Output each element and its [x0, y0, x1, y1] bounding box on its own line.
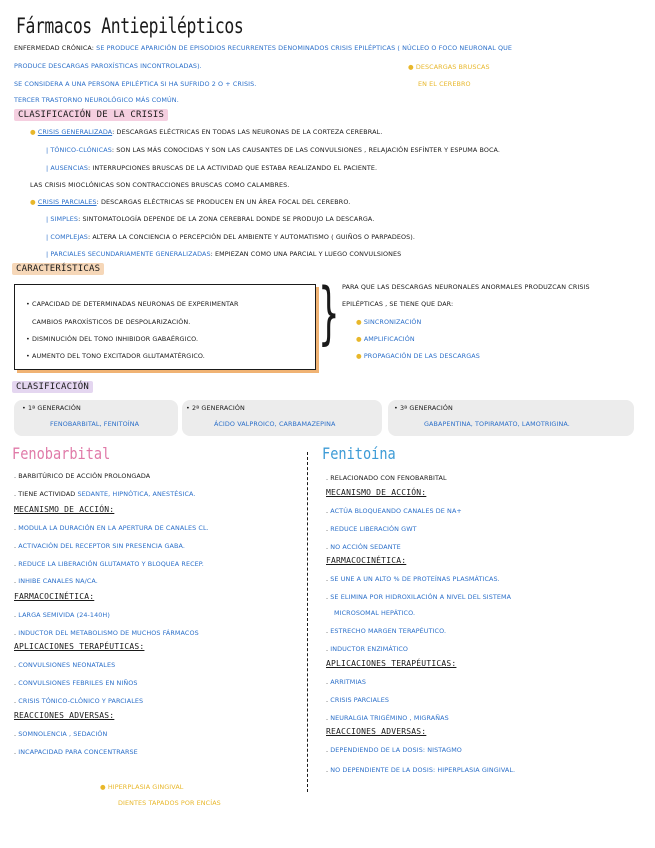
feno-mech-2: . ACTIVACIÓN DEL RECEPTOR SIN PRESENCIA GABA.	[14, 542, 185, 550]
feni-mech-heading: MECANISMO DE ACCIÓN:	[326, 488, 427, 497]
gen1-label: • 1ª GENERACIÓN	[22, 404, 81, 412]
feno-mech-4: . INHIBE CANALES NA/CA.	[14, 577, 98, 585]
intro-line-2: PRODUCE DESCARGAS PAROXÍSTICAS INCONTROLADAS).	[14, 62, 202, 70]
feno-app-3: . CRISIS TÓNICO-CLÓNICO Y PARCIALES	[14, 697, 144, 705]
char-right-intro-2: EPILÉPTICAS , SE TIENE QUE DAR:	[342, 300, 454, 308]
fenitoina-heading: Fenitoína	[322, 444, 396, 463]
feni-l1: . RELACIONADO CON FENOBARBITAL	[326, 474, 447, 482]
feno-note-2: DIENTES TAPADOS POR ENCÍAS	[118, 799, 221, 807]
char-right-item-1: ● SINCRONIZACIÓN	[356, 318, 422, 326]
feno-l2: . TIENE ACTIVIDAD SEDANTE, HIPNÓTICA, ANESTÉSICA.	[14, 490, 196, 498]
crisis-partial: ● CRISIS PARCIALES: DESCARGAS ELÉCTRICAS SE PRODUCEN EN UN ÁREA FOCAL DEL CEREBRO.	[30, 198, 351, 206]
classification-heading: CLASIFICACIÓN	[12, 382, 93, 392]
crisis-complex: | COMPLEJAS: ALTERA LA CONCIENCIA O PERCEPCIÓN DEL AMBIENTE Y AUTOMATISMO ( GUIÑOS O PARPADEOS).	[46, 233, 415, 241]
char-item-3: • AUMENTO DEL TONO EXCITADOR GLUTAMATÉRGICO.	[26, 352, 205, 360]
feni-app-3: . NEURALGIA TRIGÉMINO , MIGRAÑAS	[326, 714, 449, 722]
intro-line-1	[14, 44, 512, 52]
feno-pk-1: . LARGA SEMIVIDA (24-140H)	[14, 611, 110, 619]
gen3-label: • 3ª GENERACIÓN	[394, 404, 453, 412]
feno-adv-2: . INCAPACIDAD PARA CONCENTRARSE	[14, 748, 138, 756]
feni-adv-1: . DEPENDIENDO DE LA DOSIS: NISTAGMO	[326, 746, 462, 754]
feno-app-heading: APLICACIONES TERAPÉUTICAS:	[14, 642, 145, 651]
crisis-myoclonic: LAS CRISIS MIOCLÓNICAS SON CONTRACCIONES BRUSCAS COMO CALAMBRES.	[30, 181, 290, 189]
column-divider	[307, 452, 308, 792]
intro-text-1: SE PRODUCE APARICIÓN DE EPISODIOS RECURRENTES DENOMINADOS CRISIS EPILÉPTICAS ( NÚCLEO O FOCO NEURONAL QUE	[96, 44, 513, 52]
intro-line-4: TERCER TRASTORNO NEUROLÓGICO MÁS COMÚN.	[14, 96, 179, 104]
feno-pk-2: . INDUCTOR DEL METABOLISMO DE MUCHOS FÁRMACOS	[14, 629, 199, 637]
intro-note-1: ● DESCARGAS BRUSCAS	[408, 63, 490, 71]
feni-adv-2: . NO DEPENDIENTE DE LA DOSIS: HIPERPLASIA GINGIVAL.	[326, 766, 516, 774]
feno-mech-heading: MECANISMO DE ACCIÓN:	[14, 505, 115, 514]
crisis-generalized: ● CRISIS GENERALIZADA: DESCARGAS ELÉCTRICAS EN TODAS LAS NEURONAS DE LA CORTEZA CEREBRAL.	[30, 128, 383, 136]
feni-pk-1: . SE UNE A UN ALTO % DE PROTEÍNAS PLASMÁTICAS.	[326, 575, 500, 583]
intro-label: ENFERMEDAD CRÓNICA:	[14, 44, 95, 52]
gen2-items: ÁCIDO VALPROICO, CARBAMAZEPINA	[214, 420, 336, 428]
feni-mech-1: . ACTÚA BLOQUEANDO CANALES DE NA+	[326, 507, 462, 515]
crisis-heading: CLASIFICACIÓN DE LA CRISIS	[14, 110, 168, 120]
feni-mech-2: . REDUCE LIBERACIÓN GWT	[326, 525, 417, 533]
crisis-simple: | SIMPLES: SINTOMATOLOGÍA DEPENDE DE LA ZONA CEREBRAL DONDE SE PRODUJO LA DESCARGA.	[46, 215, 375, 223]
feni-app-heading: APLICACIONES TERAPÉUTICAS:	[326, 659, 457, 668]
feno-adv-1: . SOMNOLENCIA , SEDACIÓN	[14, 730, 108, 738]
feno-adv-heading: REACCIONES ADVERSAS:	[14, 711, 115, 720]
feni-adv-heading: REACCIONES ADVERSAS:	[326, 727, 427, 736]
feni-pk-2: . SE ELIMINA POR HIDROXILACIÓN A NIVEL DEL SISTEMA	[326, 593, 512, 601]
feni-pk-4: . INDUCTOR ENZIMÁTICO	[326, 645, 409, 653]
feno-mech-3: . REDUCE LA LIBERACIÓN GLUTAMATO Y BLOQUEA RECEP.	[14, 560, 204, 568]
gen3-items: GABAPENTINA, TOPIRAMATO, LAMOTRIGINA.	[424, 420, 570, 428]
fenobarbital-heading: Fenobarbital	[12, 444, 111, 463]
page-title: Fármacos Antiepilépticos	[16, 14, 244, 38]
characteristics-heading: CARACTERÍSTICAS	[12, 264, 104, 274]
crisis-absence: | AUSENCIAS: INTERRUPCIONES BRUSCAS DE LA ACTIVIDAD QUE ESTABA REALIZANDO EL PACIENTE.	[46, 164, 378, 172]
char-item-2: • DISMINUCIÓN DEL TONO INHIBIDOR GABAÉRGICO.	[26, 335, 199, 343]
char-item-1: • CAPACIDAD DE DETERMINADAS NEURONAS DE EXPERIMENTAR	[26, 300, 239, 308]
feno-mech-1: . MODULA LA DURACIÓN EN LA APERTURA DE CANALES CL.	[14, 524, 209, 532]
feno-pk-heading: FARMACOCINÉTICA:	[14, 592, 95, 601]
gen1-items: FENOBARBITAL, FENITOÍNA	[50, 420, 140, 428]
feni-pk-heading: FARMACOCINÉTICA:	[326, 556, 407, 565]
char-item-1b: CAMBIOS PAROXÍSTICOS DE DESPOLARIZACIÓN.	[32, 318, 191, 326]
char-right-item-3: ● PROPAGACIÓN DE LAS DESCARGAS	[356, 352, 480, 360]
intro-note-2: EN EL CEREBRO	[418, 80, 471, 88]
feni-pk-3: . ESTRECHO MARGEN TERAPÉUTICO.	[326, 627, 447, 635]
feni-app-1: . ARRITMIAS	[326, 678, 367, 686]
feni-pk-2b: MICROSOMAL HEPÁTICO.	[334, 609, 416, 617]
feno-app-2: . CONVULSIONES FEBRILES EN NIÑOS	[14, 679, 138, 687]
brace-icon: }	[318, 274, 340, 353]
crisis-tonic: | TÓNICO-CLÓNICAS: SON LAS MÁS CONOCIDAS Y SON LAS CAUSANTES DE LAS CONVULSIONES , RELAJACIÓN ESFÍNTER Y ESPUMA BOCA.	[46, 146, 501, 154]
feni-mech-3: . NO ACCIÓN SEDANTE	[326, 543, 401, 551]
intro-line-3: SE CONSIDERA A UNA PERSONA EPILÉPTICA SI HA SUFRIDO 2 O + CRISIS.	[14, 80, 257, 88]
feni-app-2: . CRISIS PARCIALES	[326, 696, 389, 704]
char-right-intro-1: PARA QUE LAS DESCARGAS NEURONALES ANORMALES PRODUZCAN CRISIS	[342, 283, 590, 291]
feno-l1: . BARBITÚRICO DE ACCIÓN PROLONGADA	[14, 472, 151, 480]
feno-note-1: ● HIPERPLASIA GINGIVAL	[100, 783, 184, 791]
crisis-secondary: | PARCIALES SECUNDARIAMENTE GENERALIZADAS: EMPIEZAN COMO UNA PARCIAL Y LUEGO CONVULSIONES	[46, 250, 402, 258]
char-right-item-2: ● AMPLIFICACIÓN	[356, 335, 415, 343]
gen2-label: • 2ª GENERACIÓN	[186, 404, 245, 412]
feno-app-1: . CONVULSIONES NEONATALES	[14, 661, 116, 669]
